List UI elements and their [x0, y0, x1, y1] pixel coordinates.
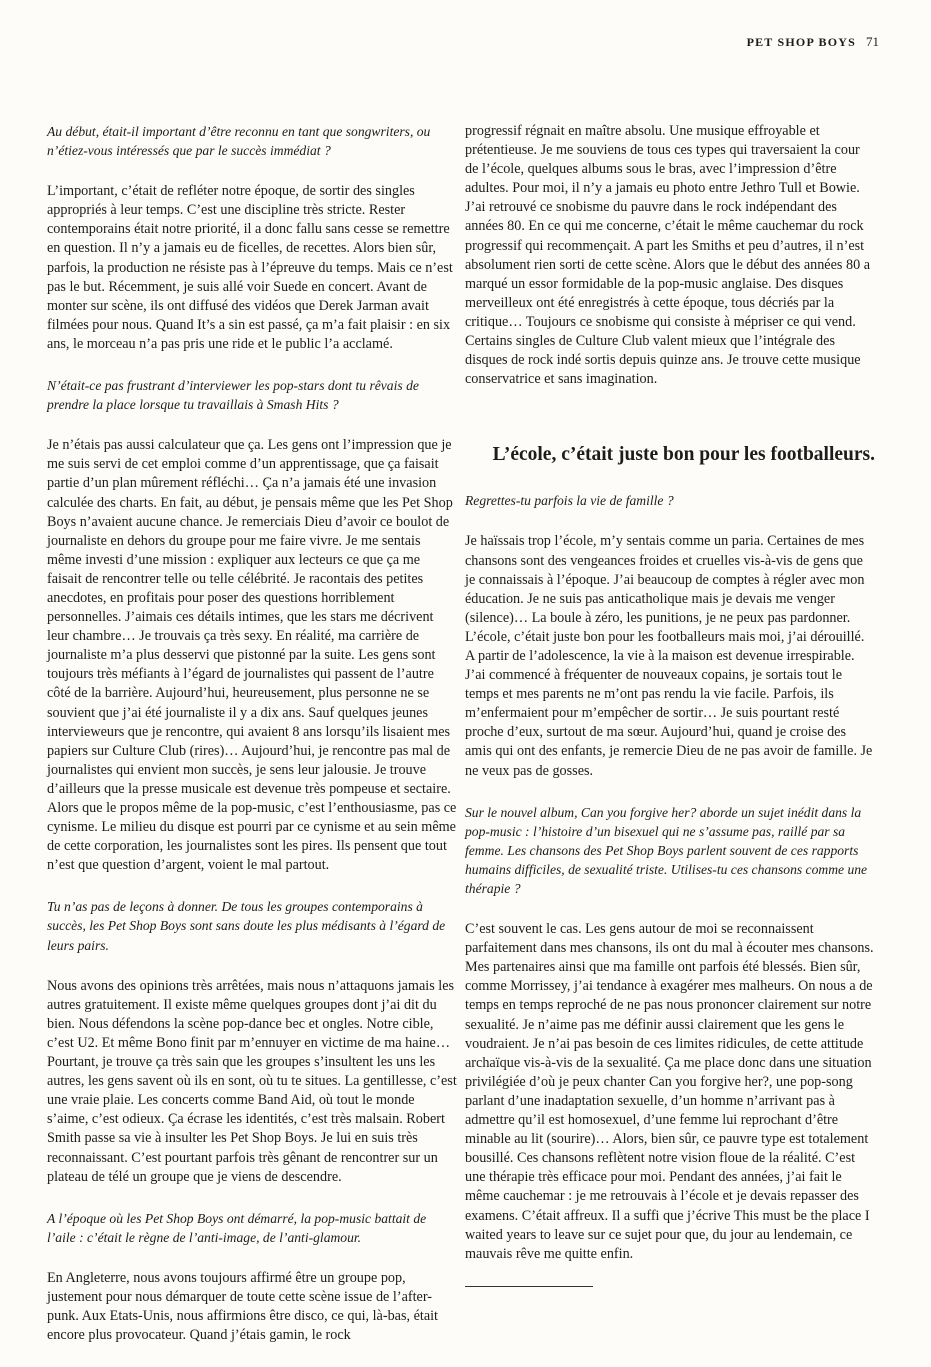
answer-4: En Angleterre, nous avons toujours affirmé être un groupe pop, justement pour nous démarquer de toute cette scène issue de l’after-punk. Aux Etats-Unis, nous affirmions être disco, ce qui, là-bas, était encore plus provocateur. Quand j’étais gamin, le rock [47, 1269, 438, 1344]
right-column [465, 122, 875, 1287]
section-heading: L’école, c’était juste bon pour les footballeurs. [492, 444, 875, 466]
left-column [47, 122, 457, 1367]
question-2: N’était-ce pas frustrant d’interviewer les pop-stars dont tu rêvais de prendre la place lorsque tu travaillais à Smash Hits ? [47, 378, 419, 413]
question-6: Sur le nouvel album, Can you forgive her? aborde un sujet inédit dans la pop-music : l’histoire d’un bisexuel qui ne s’assume pas, raillé par sa femme. Les chansons des Pet Shop Boys parlent souvent de ces rapports humains difficiles, de sexualité triste. Utilises-tu ces chansons comme une thérapie ? [465, 804, 868, 896]
question-3: Tu n’as pas de leçons à donner. De tous les groupes contemporains à succès, les Pet Shop Boys sont sans doute les plus médisants à l’égard de leurs pairs. [47, 899, 446, 953]
answer-3: Nous avons des opinions très arrêtées, mais nous n’attaquons jamais les autres gratuitement. Il existe même quelques groupes dont j’ai dit du bien. Nous défendons la scène pop-dance bec et ongles. Notre cible, c’est U2. Et même Bono finit par m’ennuyer en victime de ma haine… Pourtant, je trouve ça très sain que les groupes s’insultent les uns les autres, les gens savent où ils en sont, où tu te situes. La gentillesse, c’est une vraie plaie. Les concerts comme Band Aid, où tout le monde s’aime, c’est odieux. Ça écrase les identités, c’est très malsain. Robert Smith passe sa vie à insulter les Pet Shop Boys. Je lui en suis très reconnaissant. C’est pourtant parfois très gênant de rencontrer sur un plateau de télé un groupe que je viens de descendre. [47, 977, 457, 1185]
page-number: 71 [866, 34, 879, 49]
answer-1: L’important, c’était de refléter notre époque, de sortir des singles appropriés à leur temps. C’est une discipline très stricte. Rester contemporains était notre priorité, il a donc fallu sans cesse se remettre en question. Il n’y a jamais eu de ficelles, de recettes. Alors bien sûr, parfois, la production ne résiste pas à l’épreuve du temps. Mais ce n’est pas le but. Récemment, je suis allé voir Suede en concert. Avant de monter sur scène, ils ont diffusé des vidéos que Derek Jarman avait filmées pour nous. Quand It’s a sin est passé, ça m’a fait plaisir : en six ans, le morceau n’a pas pris une ride et le public l’a acclamé. [47, 183, 453, 352]
answer-6: C’est souvent le cas. Les gens autour de moi se reconnaissent parfaitement dans mes chansons, ils ont du mal à écouter mes chansons. Mes partenaires ainsi que ma famille ont parfois été blessés. Bien sûr, comme Morrissey, j’ai tendance à exagérer mes malheurs. On nous a de temps en temps reproché de ne pas nous prononcer clairement sur notre sexualité. Je n’aime pas me définir aussi clairement que les gens le voudraient. Je n’ai pas besoin de ces limites ridicules, de cette attitude archaïque vis-à-vis de la sexualité. Ça me place donc dans une situation privilégiée d’où je peux chanter Can you forgive her?, une pop-song parlant d’une inadaptation sexuelle, d’un homme n’arrivant pas à admettre qu’il est homosexuel, d’une femme lui reprochant d’être minable au lit (sourire)… Alors, bien sûr, ce pauvre type est totalement bousillé. Ces chansons reflètent notre vision floue de la réalité. C’est une thérapie très efficace pour moi. Pendant des années, j’ai fait le même cauchemar : je me retrouvais à l’école et je devais repasser des examens. C’était affreux. Il a suffi que j’écrive This must be the place I waited years to leave sur ce sujet pour que, du jour au lendemain, ce mauvais rêve me quitte enfin. [465, 921, 874, 1262]
answer-5: Je haïssais trop l’école, m’y sentais comme un paria. Certaines de mes chansons sont des vengeances froides et cruelles vis-à-vis de gens que je connaissais à l’époque. J’ai beaucoup de comptes à régler avec mon éducation. Je ne suis pas anticatholique mais je devais me venger (silence)… La boule à zéro, les punitions, je ne peux pas pardonner. L’école, c’était juste bon pour les footballeurs mais moi, j’ai dérouillé. A partir de l’adolescence, la vie à la maison est devenue irrespirable. J’ai commencé à fréquenter de nouveaux copains, je sortais tout le temps et mes parents ne m’ont pas rendu la vie facile. Parfois, ils m’enfermaient pour m’empêcher de sortir… Je suis pourtant resté proche d’eux, surtout de ma sœur. Aujourd’hui, quand je croise des amis qui ont des enfants, je remercie Dieu de ne pas avoir de famille. Je ne veux pas de gosses. [465, 533, 873, 779]
question-4: A l’époque où les Pet Shop Boys ont démarré, la pop-music battait de l’aile : c’était le règne de l’anti-image, de l’anti-glamour. [47, 1210, 427, 1245]
running-head [747, 34, 879, 50]
answer-4-continued: progressif régnait en maître absolu. Une musique effroyable et prétentieuse. Je me souviens de tous ces types qui traversaient la cour de l’école, quelques albums sous le bras, avec l’impression d’être adultes. Pour moi, il n’y a jamais eu photo entre Jethro Tull et Bowie. J’ai retrouvé ce snobisme du pauvre dans le rock indépendant des années 80. En ce qui me concerne, c’était le même cauchemar du rock progressif qui recommençait. A part les Smiths et peu d’autres, il n’est absolument rien sorti de cette scène. Alors que le début des années 80 a marqué un essor formidable de la pop-music anglaise. Des disques merveilleux ont été enregistrés à cette époque, tous décriés par la critique… Toujours ce snobisme qui consiste à mépriser ce qui vend. Certains singles de Culture Club valent mieux que l’intégrale des disques de rock indé sortis depuis quinze ans. Je trouve cette musique conservatrice et sans imagination. [465, 123, 871, 388]
answer-2: Je n’étais pas aussi calculateur que ça. Les gens ont l’impression que je me suis servi de cet emploi comme d’un apprentissage, que ça faisait partie d’un plan mûrement réfléchi… Ça n’a jamais été une invasion calculée des charts. En fait, au début, je pensais même que les Pet Shop Boys n’avaient aucune chance. Je remerciais Dieu d’avoir ce boulot de journaliste en dehors du groupe pour me faire vivre. Je me sentais même investi d’une mission : expliquer aux lecteurs ce que ça me faisait de rencontrer telle ou telle célébrité. Je racontais des petites anecdotes, en profitais pour poser des questions horriblement personnelles. J’aimais ces détails intimes, que les stars me décrivent leur chambre… Je trouvais ça très sexy. En réalité, ma carrière de journaliste m’a plus desservi que pistonné par la suite. Les gens sont toujours très méfiants à l’égard de journalistes qui passent de l’autre côté de la barrière. Aujourd’hui, heureusement, plus personne ne se souvient que j’ai été journaliste il y a dix ans. Sauf quelques jeunes intervieweurs que je rencontre, qui avaient 8 ans lorsqu’ils lisaient mes papiers sur Culture Club (rires)… Aujourd’hui, je rencontre pas mal de journalistes qui envient mon succès, je sens leur jalousie. Je trouve d’ailleurs que la presse musicale est devenue très pompeuse et sectaire. Alors que le propos même de la pop-music, c’est l’enthousiasme, pas ce cynisme. Le milieu du disque est pourri par ce cynisme et au sein même de cette corporation, les journalistes sont les pires. Ils pensent que tout n’est que question d’argent, voient le mal partout. [47, 437, 457, 874]
end-rule [465, 1286, 593, 1287]
running-head-title: PET SHOP BOYS [746, 35, 856, 49]
question-5: Regrettes-tu parfois la vie de famille ? [465, 493, 674, 509]
question-1: Au début, était-il important d’être reconnu en tant que songwriters, ou n’étiez-vous intéressés que par le succès immédiat ? [47, 124, 431, 159]
